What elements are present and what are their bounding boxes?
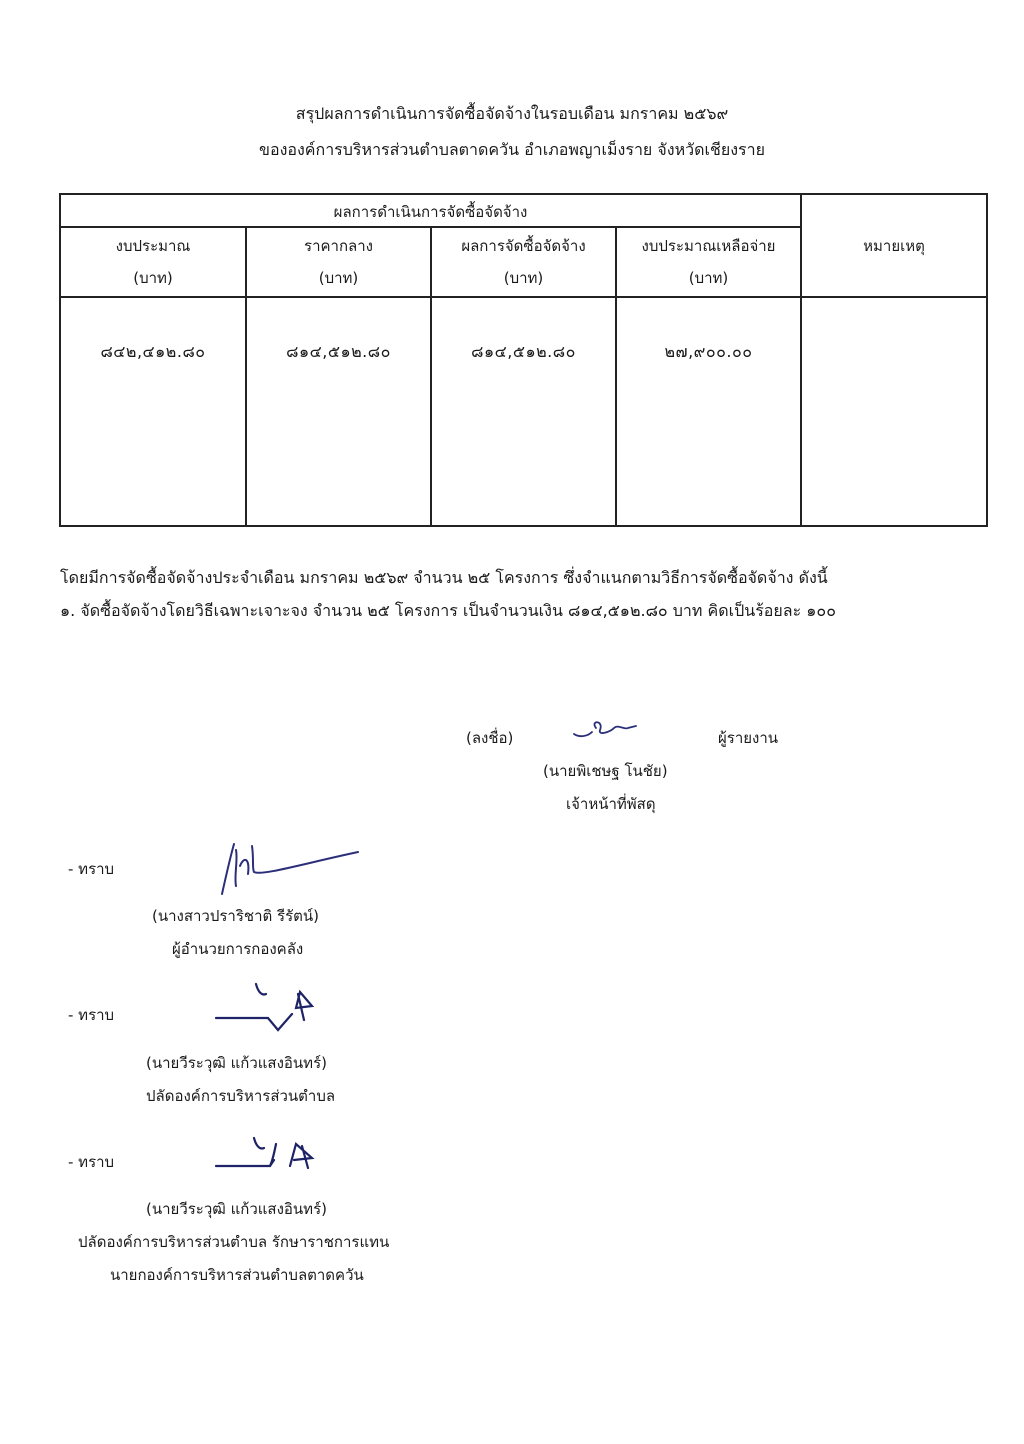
cell-remaining-budget: ๒๗,๙๐๐.๐๐: [616, 297, 801, 526]
cell-budget: ๘๔๒,๔๑๒.๘๐: [60, 297, 246, 526]
column-name: งบประมาณ: [115, 237, 191, 255]
acting-chief-signature: [212, 1130, 322, 1180]
procurement-summary-table: [59, 193, 988, 527]
ack-position: ผู้อำนวยการกองคลัง: [172, 940, 304, 958]
finance-director-signature: [212, 836, 362, 898]
ack-name: (นายวีระวุฒิ แก้วแสงอินทร์): [146, 1054, 327, 1072]
remark-header: หมายเหตุ: [801, 194, 987, 297]
document-title: สรุปผลการดำเนินการจัดซื้อจัดจ้างในรอบเดือน มกราคม ๒๕๖๙: [295, 104, 729, 123]
summary-paragraph: โดยมีการจัดซื้อจัดจ้างประจำเดือน มกราคม ๒๕๖๙ จำนวน ๒๕ โครงการ ซึ่งจำแนกตามวิธีการจัดซื้อจัดจ้าง ดังนี้: [60, 568, 828, 587]
cell-procurement-result: ๘๑๔,๕๑๒.๘๐: [431, 297, 616, 526]
method-item: ๑. จัดซื้อจัดจ้างโดยวิธีเฉพาะเจาะจง จำนวน ๒๕ โครงการ เป็นจำนวนเงิน ๘๑๔,๕๑๒.๘๐ บาท คิดเป็นร้อยละ ๑๐๐: [60, 601, 836, 620]
column-header-budget: [60, 227, 246, 297]
reporter-signature: [570, 712, 640, 746]
column-header-remaining-budget: [616, 227, 801, 297]
cell-remark: [801, 297, 987, 526]
ack-position: ปลัดองค์การบริหารส่วนตำบล: [146, 1087, 336, 1105]
column-unit: (บาท): [503, 269, 544, 287]
ack-position-line-2: นายกองค์การบริหารส่วนตำบลตาดควัน: [110, 1266, 364, 1284]
ack-label: - ทราบ: [68, 860, 115, 878]
deputy-signature: [212, 974, 322, 1034]
reporter-name: (นายพิเชษฐ โนชัย): [543, 762, 668, 780]
table-row: [60, 297, 987, 526]
column-name: ราคากลาง: [304, 237, 373, 255]
ack-label: - ทราบ: [68, 1153, 115, 1171]
reporter-position: เจ้าหน้าที่พัสดุ: [566, 795, 656, 813]
document-subtitle: ขององค์การบริหารส่วนตำบลตาดควัน อำเภอพญาเม็งราย จังหวัดเชียงราย: [259, 140, 765, 159]
column-unit: (บาท): [133, 269, 173, 287]
cell-reference-price: ๘๑๔,๕๑๒.๘๐: [246, 297, 431, 526]
column-name: ผลการจัดซื้อจัดจ้าง: [461, 237, 586, 255]
sign-label: (ลงชื่อ): [466, 729, 514, 747]
column-header-procurement-result: [431, 227, 616, 297]
column-header-reference-price: [246, 227, 431, 297]
ack-position: ปลัดองค์การบริหารส่วนตำบล รักษาราชการแทน: [78, 1233, 390, 1251]
group-header: ผลการดำเนินการจัดซื้อจัดจ้าง: [60, 194, 801, 227]
reporter-role-label: ผู้รายงาน: [718, 729, 779, 747]
ack-label: - ทราบ: [68, 1006, 115, 1024]
column-name: งบประมาณเหลือจ่าย: [641, 237, 776, 255]
column-unit: (บาท): [318, 269, 359, 287]
column-unit: (บาท): [688, 269, 729, 287]
ack-name: (นายวีระวุฒิ แก้วแสงอินทร์): [146, 1200, 327, 1218]
ack-name: (นางสาวปราริชาติ รีรัตน์): [152, 907, 319, 925]
